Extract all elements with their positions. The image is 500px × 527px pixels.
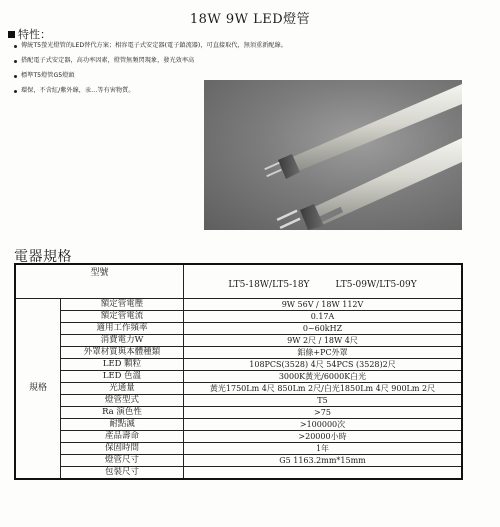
table-header-row <box>15 264 462 299</box>
row-label: 保固時間 <box>61 443 184 455</box>
features-heading-label: 特性： <box>18 28 51 41</box>
group-label: 規格 <box>15 299 61 480</box>
row-label: 產品壽命 <box>61 431 184 443</box>
row-label: 外罩材質與本體種類 <box>61 347 184 359</box>
table-row <box>15 383 462 395</box>
row-value: 0~60kHZ <box>184 323 463 335</box>
row-label: 適用工作頻率 <box>61 323 184 335</box>
row-value: 3000K黃光/6000K白光 <box>184 371 463 383</box>
table-row <box>15 467 462 480</box>
model-header: 型號 <box>15 264 184 299</box>
features-heading <box>8 26 51 42</box>
table-row <box>15 443 462 455</box>
model-1: LT5-18W/LT5-18Y <box>228 279 310 290</box>
row-label: 耐點滅 <box>61 419 184 431</box>
row-value: 108PCS(3528) 4尺 54PCS (3528)2尺 <box>184 359 463 371</box>
row-value: 9W 56V / 18W 112V <box>184 299 463 311</box>
table-row <box>15 431 462 443</box>
row-value: G5 1163.2mm*15mm <box>184 455 463 467</box>
square-bullet-icon <box>8 31 15 38</box>
row-label: 額定管電流 <box>61 311 184 323</box>
row-label: 消費電力W <box>61 335 184 347</box>
feature-item: 環保，不含紅/紫外線，汞…等有害物質。 <box>14 87 374 95</box>
table-row <box>15 299 462 311</box>
table-row <box>15 407 462 419</box>
row-value: 鋁條+PC外罩 <box>184 347 463 359</box>
row-value: >20000小時 <box>184 431 463 443</box>
row-label: 額定管電壓 <box>61 299 184 311</box>
table-row <box>15 335 462 347</box>
row-value <box>184 467 463 480</box>
feature-item: 傳統T5螢光燈管的LED替代方案；相容電子式安定器(電子鎮流器)，可直接取代，無須重新配線。 <box>14 42 374 50</box>
row-value: 0.17A <box>184 311 463 323</box>
feature-item: 標準T5燈管G5燈頭 <box>14 72 374 80</box>
table-row <box>15 419 462 431</box>
row-label: 燈管尺寸 <box>61 455 184 467</box>
row-label: 包裝尺寸 <box>61 467 184 480</box>
row-label: Ra 演色性 <box>61 407 184 419</box>
row-value: 1年 <box>184 443 463 455</box>
row-value: 9W 2尺 / 18W 4尺 <box>184 335 463 347</box>
row-value: >75 <box>184 407 463 419</box>
table-row <box>15 395 462 407</box>
product-photo <box>204 80 462 230</box>
table-row <box>15 455 462 467</box>
table-row <box>15 359 462 371</box>
row-value: >100000次 <box>184 419 463 431</box>
table-row <box>15 311 462 323</box>
row-value: 黃光1750Lm 4尺 850Lm 2尺/白光1850Lm 4尺 900Lm 2尺 <box>184 383 463 395</box>
spec-table <box>14 263 463 480</box>
model-cell <box>184 264 463 299</box>
table-row <box>15 371 462 383</box>
page-title: 18W 9W LED燈管 <box>189 12 311 27</box>
row-label: LED 色溫 <box>61 371 184 383</box>
model-2: LT5-09W/LT5-09Y <box>335 279 417 290</box>
row-label: 燈管型式 <box>61 395 184 407</box>
feature-item: 搭配電子式安定器，高功率因素，燈管無頻閃現象，發光效率高 <box>14 57 374 65</box>
table-row <box>15 323 462 335</box>
section-title: 電器規格 <box>14 249 72 265</box>
row-label: LED 顆粒 <box>61 359 184 371</box>
table-row <box>15 347 462 359</box>
led-tube-illustration <box>204 80 462 230</box>
row-label: 光通量 <box>61 383 184 395</box>
row-value: T5 <box>184 395 463 407</box>
